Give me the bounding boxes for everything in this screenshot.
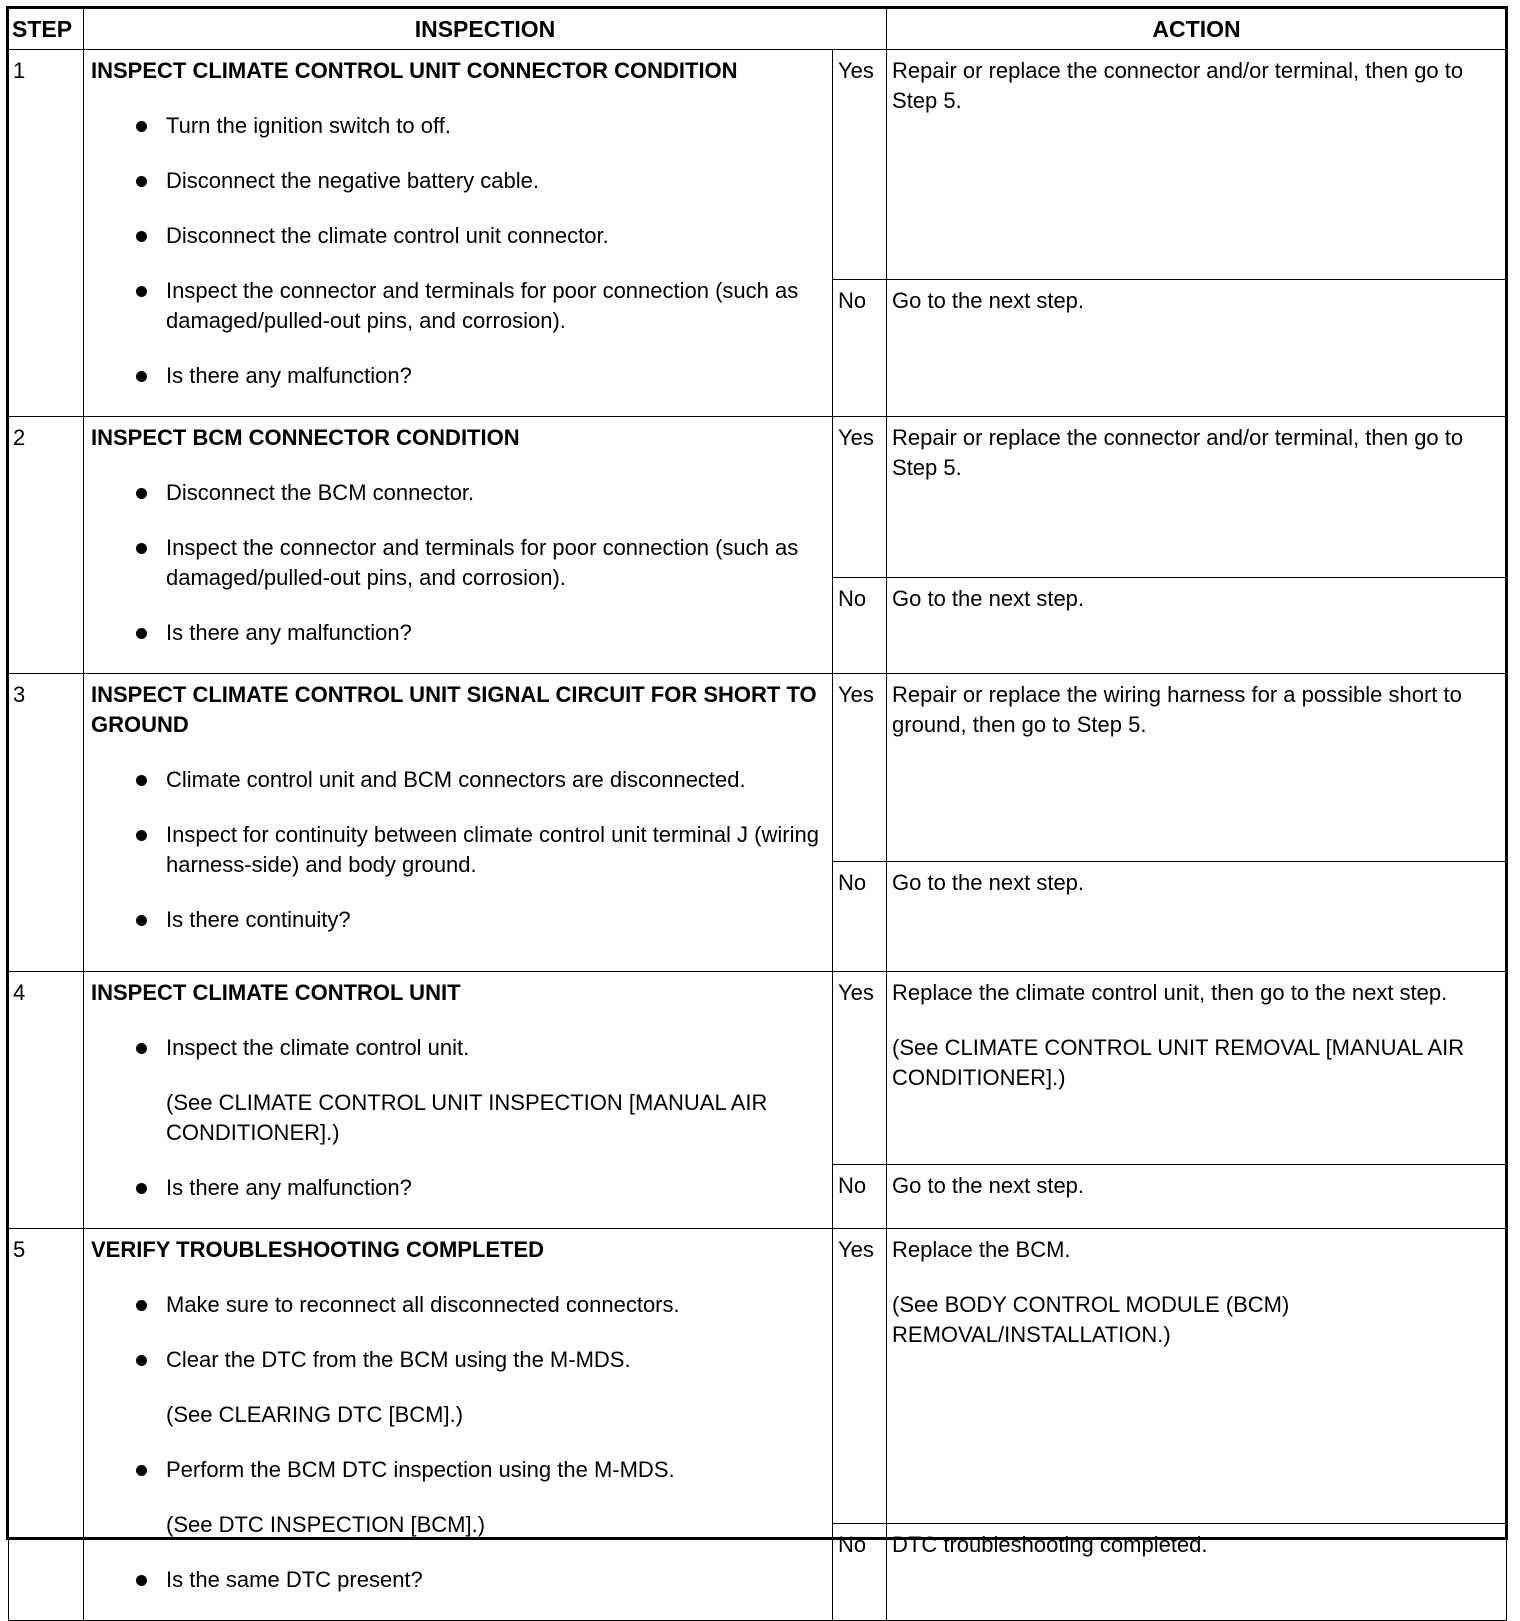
yes-action — [887, 1229, 1507, 1524]
no-label: No — [833, 1164, 887, 1228]
inspection-cell — [84, 1229, 833, 1621]
action-text: Replace the BCM. — [892, 1237, 1071, 1262]
bullet-icon — [136, 1183, 147, 1194]
inspection-bullet — [91, 820, 824, 880]
bullet-text: Disconnect the negative battery cable. — [166, 168, 540, 193]
bullet-text: Turn the ignition switch to off. — [166, 113, 451, 138]
step-row — [9, 674, 1507, 862]
bullet-text: Is the same DTC present? — [166, 1567, 423, 1592]
bullet-text: Disconnect the climate control unit connector. — [166, 223, 609, 248]
yes-label: Yes — [833, 417, 887, 578]
no-label: No — [833, 1523, 887, 1620]
bullet-icon — [136, 1355, 147, 1366]
no-label: No — [833, 578, 887, 674]
bullet-icon — [136, 543, 147, 554]
action-text: Go to the next step. — [892, 288, 1085, 314]
step-row — [9, 50, 1507, 280]
bullet-icon — [136, 1575, 147, 1586]
bullet-icon — [136, 830, 147, 841]
action-text: (See CLIMATE CONTROL UNIT REMOVAL [MANUAL AIR CONDITIONER].) — [892, 1035, 1465, 1090]
step-number: 5 — [9, 1229, 84, 1621]
inspection-bullet — [91, 1290, 824, 1320]
step-number: 4 — [9, 972, 84, 1229]
yes-action — [887, 972, 1507, 1165]
bullet-icon — [136, 286, 147, 297]
bullet-text: Is there any malfunction? — [166, 363, 412, 388]
action-header: ACTION — [887, 9, 1507, 50]
step-title: INSPECT CLIMATE CONTROL UNIT CONNECTOR CONDITION — [91, 58, 738, 83]
inspection-cell — [84, 972, 833, 1229]
no-label: No — [833, 862, 887, 972]
bullet-icon — [136, 488, 147, 499]
bullet-text: Perform the BCM DTC inspection using the M-MDS. — [166, 1457, 675, 1482]
inspection-bullet — [91, 1345, 824, 1375]
inspection-bullet — [91, 533, 824, 593]
bullet-icon — [136, 1300, 147, 1311]
yes-label: Yes — [833, 674, 887, 862]
bullet-text: Is there any malfunction? — [166, 620, 412, 645]
inspection-bullet — [91, 361, 824, 391]
bullet-icon — [136, 121, 147, 132]
reference-note: (See CLEARING DTC [BCM].) — [166, 1402, 464, 1427]
bullet-icon — [136, 1043, 147, 1054]
bullet-icon — [136, 915, 147, 926]
action-text: (See BODY CONTROL MODULE (BCM) REMOVAL/INSTALLATION.) — [892, 1292, 1290, 1347]
step-row — [9, 417, 1507, 578]
bullet-text: Is there any malfunction? — [166, 1175, 412, 1200]
no-action — [887, 578, 1507, 674]
bullet-text: Inspect the connector and terminals for poor connection (such as damaged/pulled-out pins, and corrosion). — [166, 278, 799, 333]
bullet-icon — [136, 775, 147, 786]
step-number: 1 — [9, 50, 84, 417]
inspection-bullet — [91, 1455, 824, 1485]
inspection-cell — [84, 674, 833, 972]
no-action — [887, 1164, 1507, 1228]
yes-label: Yes — [833, 1229, 887, 1524]
bullet-icon — [136, 1465, 147, 1476]
inspection-bullet — [91, 166, 824, 196]
bullet-text: Disconnect the BCM connector. — [166, 480, 475, 505]
bullet-icon — [136, 176, 147, 187]
action-text: Replace the climate control unit, then go to the next step. — [892, 980, 1448, 1005]
inspection-bullet — [91, 276, 824, 336]
no-action — [887, 1523, 1507, 1620]
bullet-icon — [136, 628, 147, 639]
table-body — [9, 50, 1507, 1621]
inspection-bullet — [91, 1173, 824, 1203]
yes-action — [887, 50, 1507, 280]
yes-label: Yes — [833, 972, 887, 1165]
step-row — [9, 972, 1507, 1165]
bullet-text: Inspect for continuity between climate control unit terminal J (wiring harness-side) and body ground. — [166, 822, 819, 877]
bullet-text: Climate control unit and BCM connectors are disconnected. — [166, 767, 746, 792]
inspection-cell — [84, 50, 833, 417]
reference-note: (See CLIMATE CONTROL UNIT INSPECTION [MANUAL AIR CONDITIONER].) — [166, 1090, 768, 1145]
bullet-text: Inspect the connector and terminals for poor connection (such as damaged/pulled-out pins, and corrosion). — [166, 535, 799, 590]
no-action — [887, 862, 1507, 972]
yes-action — [887, 417, 1507, 578]
inspection-bullet — [91, 765, 824, 795]
step-title: INSPECT CLIMATE CONTROL UNIT — [91, 980, 461, 1005]
bullet-text: Is there continuity? — [166, 907, 351, 932]
step-header: STEP — [9, 9, 84, 50]
step-number: 2 — [9, 417, 84, 674]
bullet-text: Make sure to reconnect all disconnected connectors. — [166, 1292, 680, 1317]
step-title: INSPECT BCM CONNECTOR CONDITION — [91, 425, 520, 450]
yes-action — [887, 674, 1507, 862]
step-title: VERIFY TROUBLESHOOTING COMPLETED — [91, 1237, 545, 1262]
bullet-text: Clear the DTC from the BCM using the M-MDS. — [166, 1347, 631, 1372]
action-text: Repair or replace the connector and/or terminal, then go to Step 5. — [892, 425, 1464, 480]
inspection-bullet — [91, 221, 824, 251]
step-title: INSPECT CLIMATE CONTROL UNIT SIGNAL CIRCUIT FOR SHORT TO GROUND — [91, 682, 817, 737]
inspection-bullet — [91, 618, 824, 648]
header-row — [9, 9, 1507, 50]
bullet-text: Inspect the climate control unit. — [166, 1035, 470, 1060]
inspection-bullet — [91, 1033, 824, 1063]
no-action — [887, 280, 1507, 417]
reference-note: (See DTC INSPECTION [BCM].) — [166, 1512, 486, 1537]
action-text: Repair or replace the wiring harness for a possible short to ground, then go to Step 5. — [892, 682, 1462, 737]
bullet-icon — [136, 231, 147, 242]
troubleshooting-table — [8, 8, 1507, 1621]
bullet-icon — [136, 371, 147, 382]
inspection-bullet — [91, 111, 824, 141]
inspection-bullet — [91, 478, 824, 508]
step-row — [9, 1229, 1507, 1524]
no-label: No — [833, 280, 887, 417]
action-text: Go to the next step. — [892, 870, 1085, 895]
action-text: DTC troubleshooting completed. — [892, 1531, 1208, 1557]
action-text: Repair or replace the connector and/or terminal, then go to Step 5. — [892, 58, 1464, 113]
yes-label: Yes — [833, 50, 887, 280]
inspection-cell — [84, 417, 833, 674]
action-text: Go to the next step. — [892, 1172, 1085, 1198]
action-text: Go to the next step. — [892, 586, 1085, 612]
step-number: 3 — [9, 674, 84, 972]
inspection-header: INSPECTION — [84, 9, 887, 50]
inspection-bullet — [91, 1565, 824, 1595]
inspection-bullet — [91, 905, 824, 935]
